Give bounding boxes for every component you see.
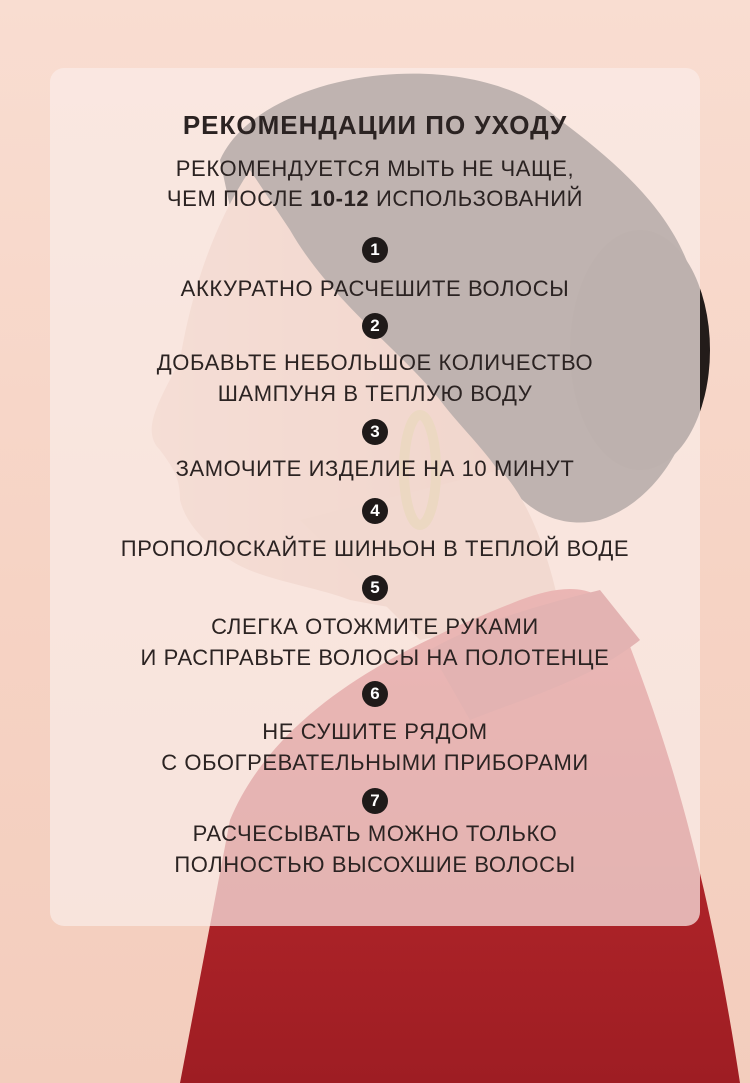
card-title: РЕКОМЕНДАЦИИ ПО УХОДУ: [182, 110, 568, 140]
step-2-number-badge: 2: [362, 313, 388, 339]
step-1-line-1: АККУРАТНО РАСЧЕШИТЕ ВОЛОСЫ: [180, 276, 570, 301]
step-5-line-1: СЛЕГКА ОТОЖМИТЕ РУКАМИ: [211, 614, 539, 639]
step-3-text: [50, 453, 700, 484]
step-3-number-badge: 3: [362, 419, 388, 445]
step-7-line-1: РАСЧЕСЫВАТЬ МОЖНО ТОЛЬКО: [192, 821, 558, 846]
step-2-line-1: ДОБАВЬТЕ НЕБОЛЬШОЕ КОЛИЧЕСТВО: [156, 350, 594, 375]
step-7-line-2: ПОЛНОСТЬЮ ВЫСОХШИЕ ВОЛОСЫ: [174, 852, 576, 877]
step-4-line-1: ПРОПОЛОСКАЙТЕ ШИНЬОН В ТЕПЛОЙ ВОДЕ: [120, 536, 630, 561]
step-4-number-badge: 4: [362, 498, 388, 524]
step-7-number-badge: 7: [362, 788, 388, 814]
subtitle-line-2-prefix: ЧЕМ ПОСЛЕ: [166, 186, 310, 211]
step-1-number-badge: 1: [362, 237, 388, 263]
step-6-text: [50, 716, 700, 778]
step-6-line-1: НЕ СУШИТЕ РЯДОМ: [262, 719, 488, 744]
card-subtitle: [50, 154, 700, 214]
care-instructions-card: [50, 68, 700, 926]
step-2-line-2: ШАМПУНЯ В ТЕПЛУЮ ВОДУ: [217, 381, 533, 406]
step-2-text: [50, 347, 700, 409]
subtitle-wash-count: 10-12: [310, 186, 370, 211]
step-6-number-badge: 6: [362, 681, 388, 707]
step-6-line-2: С ОБОГРЕВАТЕЛЬНЫМИ ПРИБОРАМИ: [161, 750, 589, 775]
step-5-line-2: И РАСПРАВЬТЕ ВОЛОСЫ НА ПОЛОТЕНЦЕ: [140, 645, 610, 670]
step-7-text: [50, 818, 700, 880]
subtitle-line-2-suffix: ИСПОЛЬЗОВАНИЙ: [369, 186, 584, 211]
step-4-text: [50, 533, 700, 564]
step-5-number-badge: 5: [362, 575, 388, 601]
subtitle-line-1: РЕКОМЕНДУЕТСЯ МЫТЬ НЕ ЧАЩЕ,: [175, 156, 575, 181]
step-5-text: [50, 611, 700, 673]
step-1-text: [50, 273, 700, 304]
step-3-line-1: ЗАМОЧИТЕ ИЗДЕЛИЕ НА 10 МИНУТ: [175, 456, 575, 481]
